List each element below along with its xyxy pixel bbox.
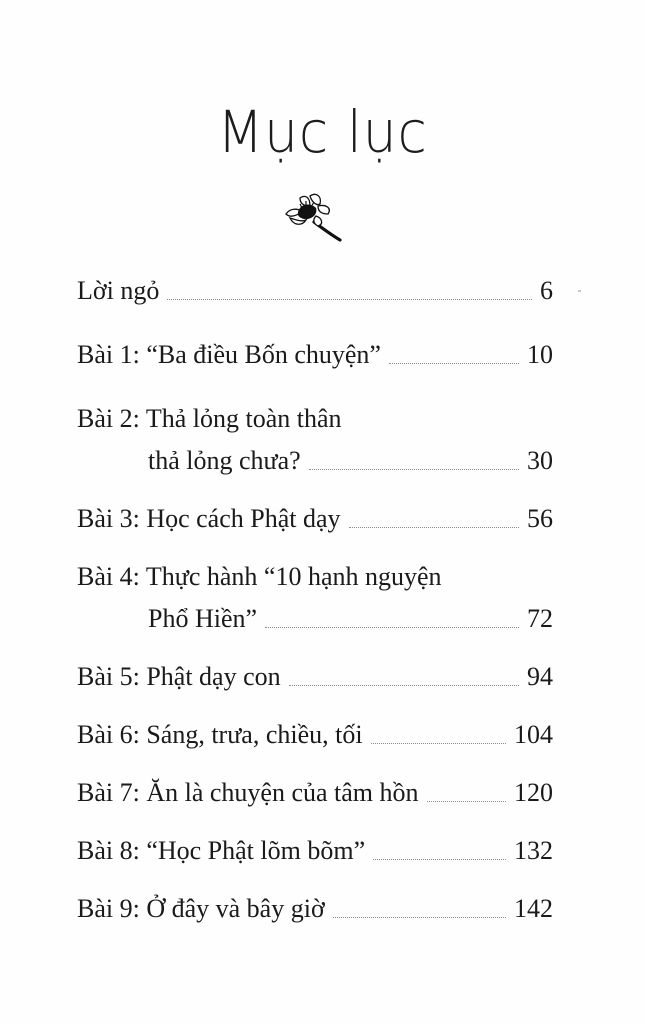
dot-leader bbox=[371, 742, 506, 744]
dot-leader bbox=[289, 684, 519, 686]
toc-page-number: 132 bbox=[514, 836, 553, 865]
toc-entry-label: Lời ngỏ bbox=[77, 276, 160, 305]
toc-entry-lesson-1[interactable] bbox=[77, 334, 553, 376]
lotus-flower-icon bbox=[276, 186, 346, 242]
toc-entry-label: Bài 4: Thực hành “10 hạnh nguyện bbox=[77, 562, 442, 591]
toc-entry-lesson-4[interactable] bbox=[77, 556, 553, 640]
dot-leader bbox=[333, 916, 506, 918]
dot-leader bbox=[373, 858, 506, 860]
toc-entry-lesson-6[interactable] bbox=[77, 714, 553, 756]
toc-entry-lesson-2[interactable] bbox=[77, 398, 553, 482]
toc-entry-lesson-3[interactable] bbox=[77, 498, 553, 540]
toc-entry-label: Bài 5: Phật dạy con bbox=[77, 662, 281, 691]
dot-leader bbox=[309, 468, 519, 470]
toc-page-number: 6 bbox=[540, 276, 553, 305]
dot-leader bbox=[389, 362, 519, 364]
toc-entry-label: Bài 7: Ăn là chuyện của tâm hồn bbox=[77, 778, 419, 807]
toc-entry-continuation: thả lỏng chưa? bbox=[148, 446, 301, 475]
toc-page-number: 142 bbox=[514, 894, 553, 923]
toc-page-number: 94 bbox=[527, 662, 553, 691]
toc-entry-lesson-9[interactable] bbox=[77, 888, 553, 930]
toc-entry-label: Bài 1: “Ba điều Bốn chuyện” bbox=[77, 340, 381, 369]
toc-entry-label: Bài 8: “Học Phật lõm bõm” bbox=[77, 836, 366, 865]
dot-leader bbox=[265, 626, 519, 628]
toc-page-number: 72 bbox=[527, 604, 553, 633]
toc-entry-lesson-5[interactable] bbox=[77, 656, 553, 698]
table-of-contents bbox=[77, 270, 553, 930]
dot-leader bbox=[427, 800, 506, 802]
toc-entry-lesson-8[interactable] bbox=[77, 830, 553, 872]
toc-page-number: 30 bbox=[527, 446, 553, 475]
toc-entry-label: Bài 3: Học cách Phật dạy bbox=[77, 504, 341, 533]
toc-entry-lesson-7[interactable] bbox=[77, 772, 553, 814]
toc-page-number: 10 bbox=[527, 340, 553, 369]
page-title: Mục lục bbox=[217, 98, 428, 166]
toc-entry-preface[interactable] bbox=[77, 270, 553, 312]
toc-entry-continuation: Phổ Hiền” bbox=[148, 604, 258, 633]
dot-leader bbox=[167, 298, 532, 300]
toc-entry-label: Bài 2: Thả lỏng toàn thân bbox=[77, 404, 342, 433]
toc-entry-label: Bài 6: Sáng, trưa, chiều, tối bbox=[77, 720, 363, 749]
toc-page-number: 120 bbox=[514, 778, 553, 807]
scan-speck bbox=[578, 290, 581, 292]
dot-leader bbox=[349, 526, 519, 528]
toc-page-number: 56 bbox=[527, 504, 553, 533]
toc-page-number: 104 bbox=[514, 720, 553, 749]
toc-entry-label: Bài 9: Ở đây và bây giờ bbox=[77, 894, 325, 923]
